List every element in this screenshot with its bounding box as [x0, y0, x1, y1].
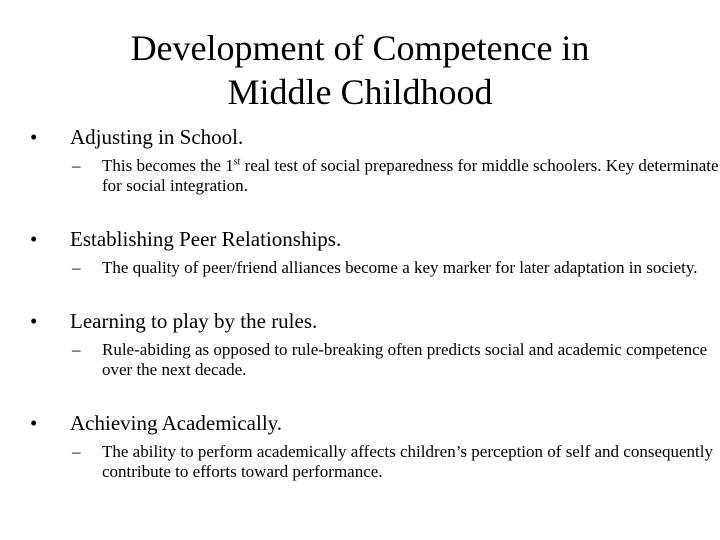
- slide-title: [0, 26, 720, 114]
- bullet-heading: [30, 308, 690, 334]
- sub-bullet: [72, 442, 720, 482]
- dash-icon: –: [72, 340, 81, 359]
- bullet-heading: [30, 124, 690, 150]
- slide-title-line-1: Development of Competence in: [130, 28, 590, 68]
- bullet-list: [30, 124, 719, 482]
- bullet-heading: [30, 226, 690, 252]
- sub-bullet-text-end: real test of social preparedness for middle schoolers. Key determinate for social integration.: [102, 156, 719, 195]
- bullet-heading-text: Learning to play by the rules.: [70, 309, 318, 333]
- sub-bullet: [72, 156, 720, 196]
- bullet-heading-text: Achieving Academically.: [70, 411, 283, 435]
- bullet-icon: •: [30, 411, 38, 435]
- sub-bullet-text: The ability to perform academically affects children’s perception of self and consequently contribute to efforts toward performance.: [102, 442, 713, 481]
- bullet-heading: [30, 410, 690, 436]
- sub-bullet-text: The quality of peer/friend alliances become a key marker for later adaptation in society.: [102, 258, 698, 277]
- sub-bullet: [72, 340, 720, 380]
- ordinal-superscript: st: [233, 156, 241, 168]
- dash-icon: –: [72, 442, 81, 461]
- sub-bullet-text: Rule-abiding as opposed to rule-breaking often predicts social and academic competence over the next decade.: [102, 340, 708, 379]
- bullet-icon: •: [30, 125, 38, 149]
- sub-bullet-text-start: This becomes the 1: [102, 156, 234, 175]
- bullet-item-achieving-academically: [30, 410, 713, 482]
- dash-icon: –: [72, 258, 81, 277]
- bullet-item-adjusting-in-school: [30, 124, 719, 196]
- sub-bullet-text: [102, 156, 719, 195]
- bullet-icon: •: [30, 227, 38, 251]
- sub-bullet: [72, 258, 720, 278]
- bullet-heading-text: Adjusting in School.: [70, 125, 244, 149]
- dash-icon: –: [72, 156, 81, 175]
- bullet-icon: •: [30, 309, 38, 333]
- slide-title-line-2: Middle Childhood: [227, 72, 493, 112]
- bullet-heading-text: Establishing Peer Relationships.: [70, 227, 342, 251]
- bullet-item-play-by-rules: [30, 308, 708, 380]
- bullet-item-peer-relationships: [30, 226, 698, 278]
